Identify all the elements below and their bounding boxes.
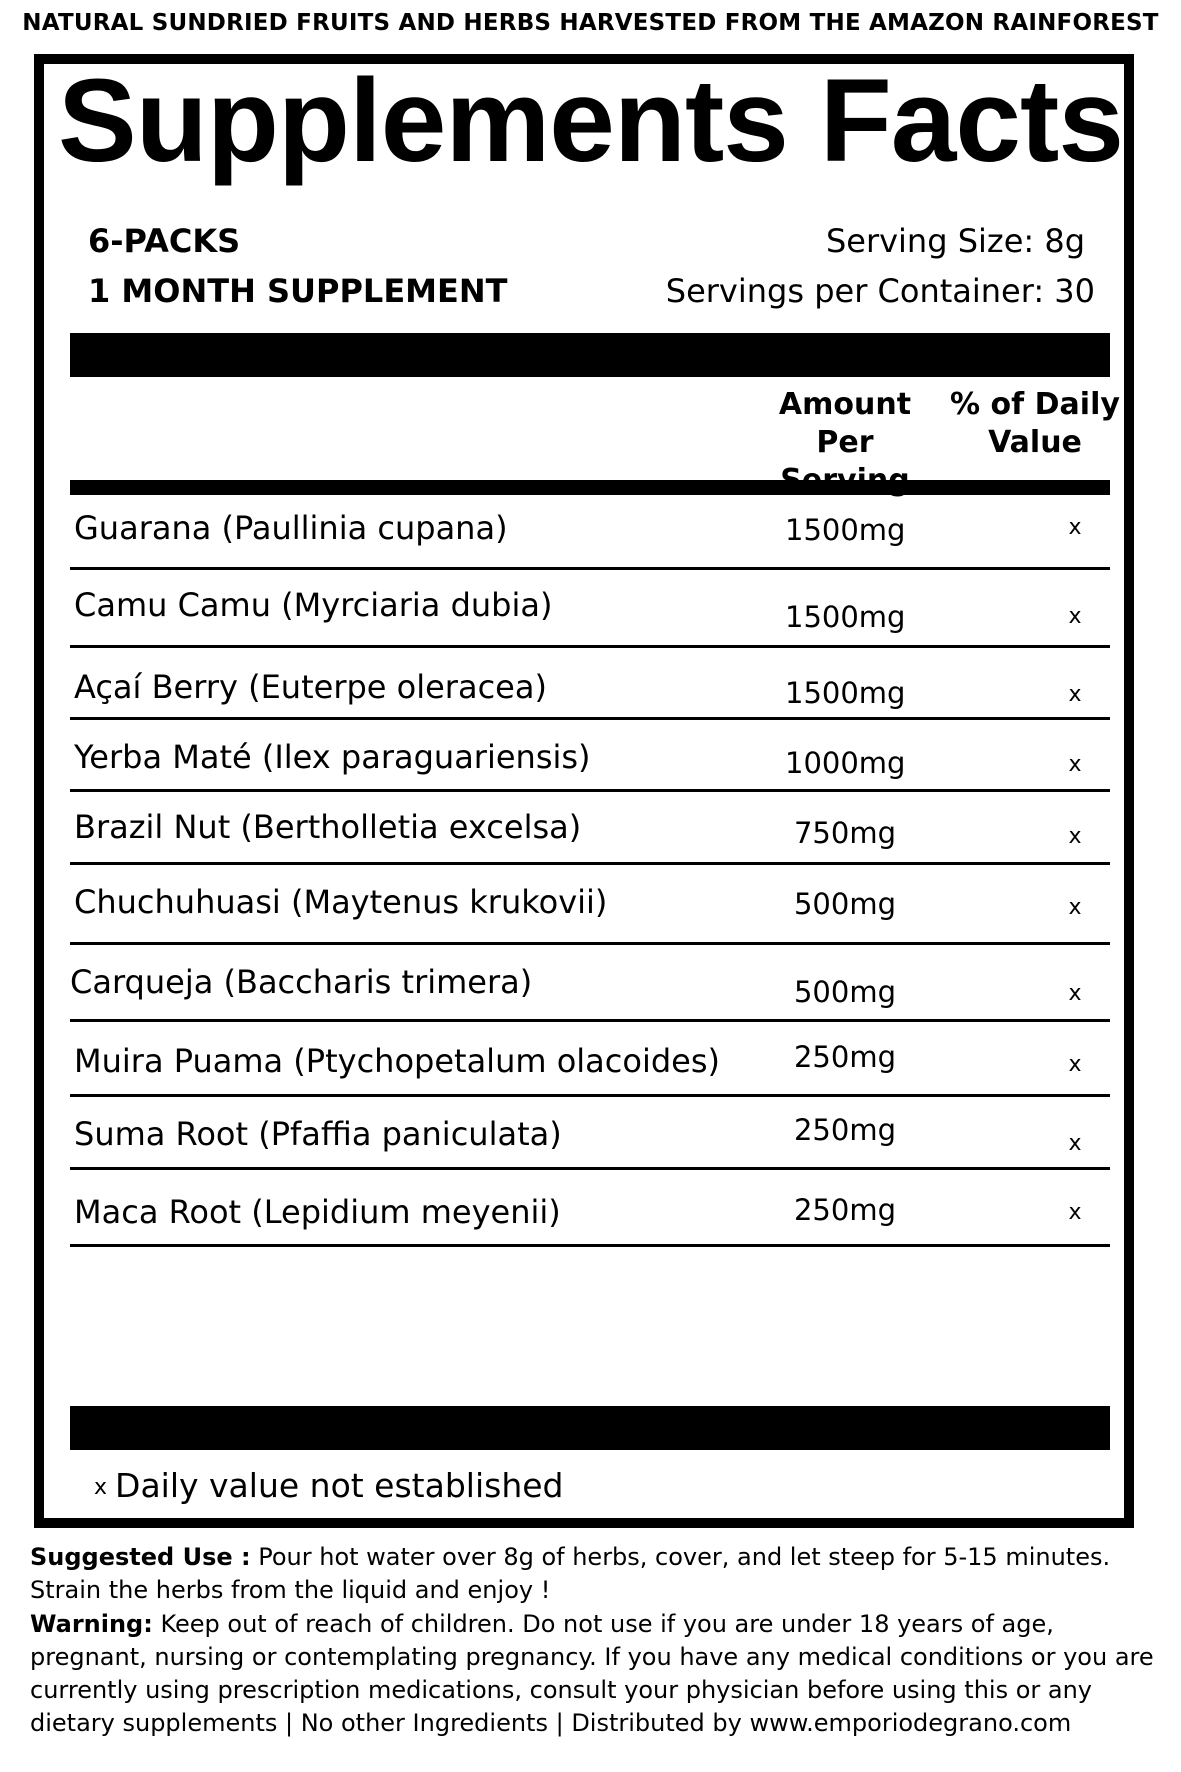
ingredient-amount: 1500mg [785, 600, 906, 634]
ingredient-name: Brazil Nut (Bertholletia excelsa) [74, 808, 582, 846]
amount-column-header: Amount Per [778, 387, 912, 460]
ingredient-name: Muira Puama (Ptychopetalum olacoides) [74, 1042, 720, 1080]
header-divider-bar [70, 480, 1110, 495]
label-fine-print [30, 1541, 1160, 1741]
ingredient-daily-value: x [1068, 824, 1082, 849]
ingredient-name: Chuchuhuasi (Maytenus krukovii) [74, 883, 608, 921]
ingredient-name: Yerba Maté (Ilex paraguariensis) [74, 738, 591, 776]
table-row [70, 792, 1110, 865]
suggested-use-text: Pour hot water over 8g of herbs, cover, and let steep for 5-15 minutes. Strain the herbs from the liquid and enjoy ! [30, 1543, 1111, 1605]
table-row [70, 1170, 1110, 1247]
footnote-text: Daily value not established [115, 1466, 564, 1505]
ingredient-amount: 250mg [793, 1113, 896, 1147]
ingredient-amount: 750mg [793, 816, 896, 850]
ingredient-daily-value: x [1068, 752, 1082, 777]
serving-size: Serving Size: 8g [825, 222, 1085, 260]
bottom-divider-bar [70, 1406, 1110, 1450]
ingredient-daily-value: x [1068, 1200, 1082, 1225]
table-row [70, 648, 1110, 720]
ingredient-daily-value: x [1068, 682, 1082, 707]
ingredient-amount: 1500mg [785, 513, 906, 547]
table-row [70, 720, 1110, 792]
footnote [94, 1466, 563, 1505]
ingredient-amount: 250mg [793, 1040, 896, 1074]
ingredient-amount: 500mg [793, 975, 896, 1009]
top-banner: NATURAL SUNDRIED FRUITS AND HERBS HARVESTED FROM THE AMAZON RAINFOREST [22, 10, 1159, 36]
warning-text: Keep out of reach of children. Do not use if you are under 18 years of age, pregnant, nursing or contemplating pregnancy. If you have any medical conditions or you are currently using prescription medications, consult your physician before using this or any dietary supplements | No other Ingredients | Distributed by www.emporiodegrano.com [30, 1609, 1154, 1738]
ingredient-daily-value: x [1068, 604, 1082, 629]
ingredient-daily-value: x [1068, 895, 1082, 920]
ingredient-name: Suma Root (Pfaffia paniculata) [74, 1115, 562, 1153]
pack-count: 6-PACKS [88, 222, 241, 260]
footnote-mark: x [94, 1475, 108, 1500]
ingredient-amount: 250mg [793, 1193, 896, 1227]
ingredient-daily-value: x [1068, 1052, 1082, 1077]
table-row [70, 865, 1110, 945]
table-row [70, 1022, 1110, 1097]
servings-per-container: Servings per Container: 30 [665, 272, 1095, 310]
ingredient-daily-value: x [1068, 981, 1082, 1006]
serving-info [666, 216, 1095, 316]
suggested-use-label: Suggested Use : [30, 1543, 251, 1571]
ingredient-name: Camu Camu (Myrciaria dubia) [74, 586, 553, 624]
top-divider-bar [70, 333, 1110, 377]
supplement-duration: 1 MONTH SUPPLEMENT [88, 272, 508, 310]
ingredient-daily-value: x [1068, 515, 1082, 540]
table-row [70, 945, 1110, 1022]
ingredient-name: Açaí Berry (Euterpe oleracea) [74, 668, 547, 706]
daily-value-column-header: % of Daily Value [950, 387, 1120, 460]
table-row [70, 495, 1110, 570]
table-row [70, 1097, 1110, 1170]
panel-title: Supplements Facts [58, 55, 1123, 187]
ingredient-amount: 1000mg [785, 746, 906, 780]
ingredient-amount: 500mg [793, 887, 896, 921]
ingredient-name: Carqueja (Baccharis trimera) [70, 963, 533, 1001]
table-row [70, 570, 1110, 648]
ingredient-name: Guarana (Paullinia cupana) [74, 509, 508, 547]
ingredient-daily-value: x [1068, 1131, 1082, 1156]
ingredient-amount: 1500mg [785, 676, 906, 710]
pack-info [88, 216, 507, 316]
ingredient-name: Maca Root (Lepidium meyenii) [74, 1193, 561, 1231]
warning-label: Warning: [30, 1609, 153, 1638]
